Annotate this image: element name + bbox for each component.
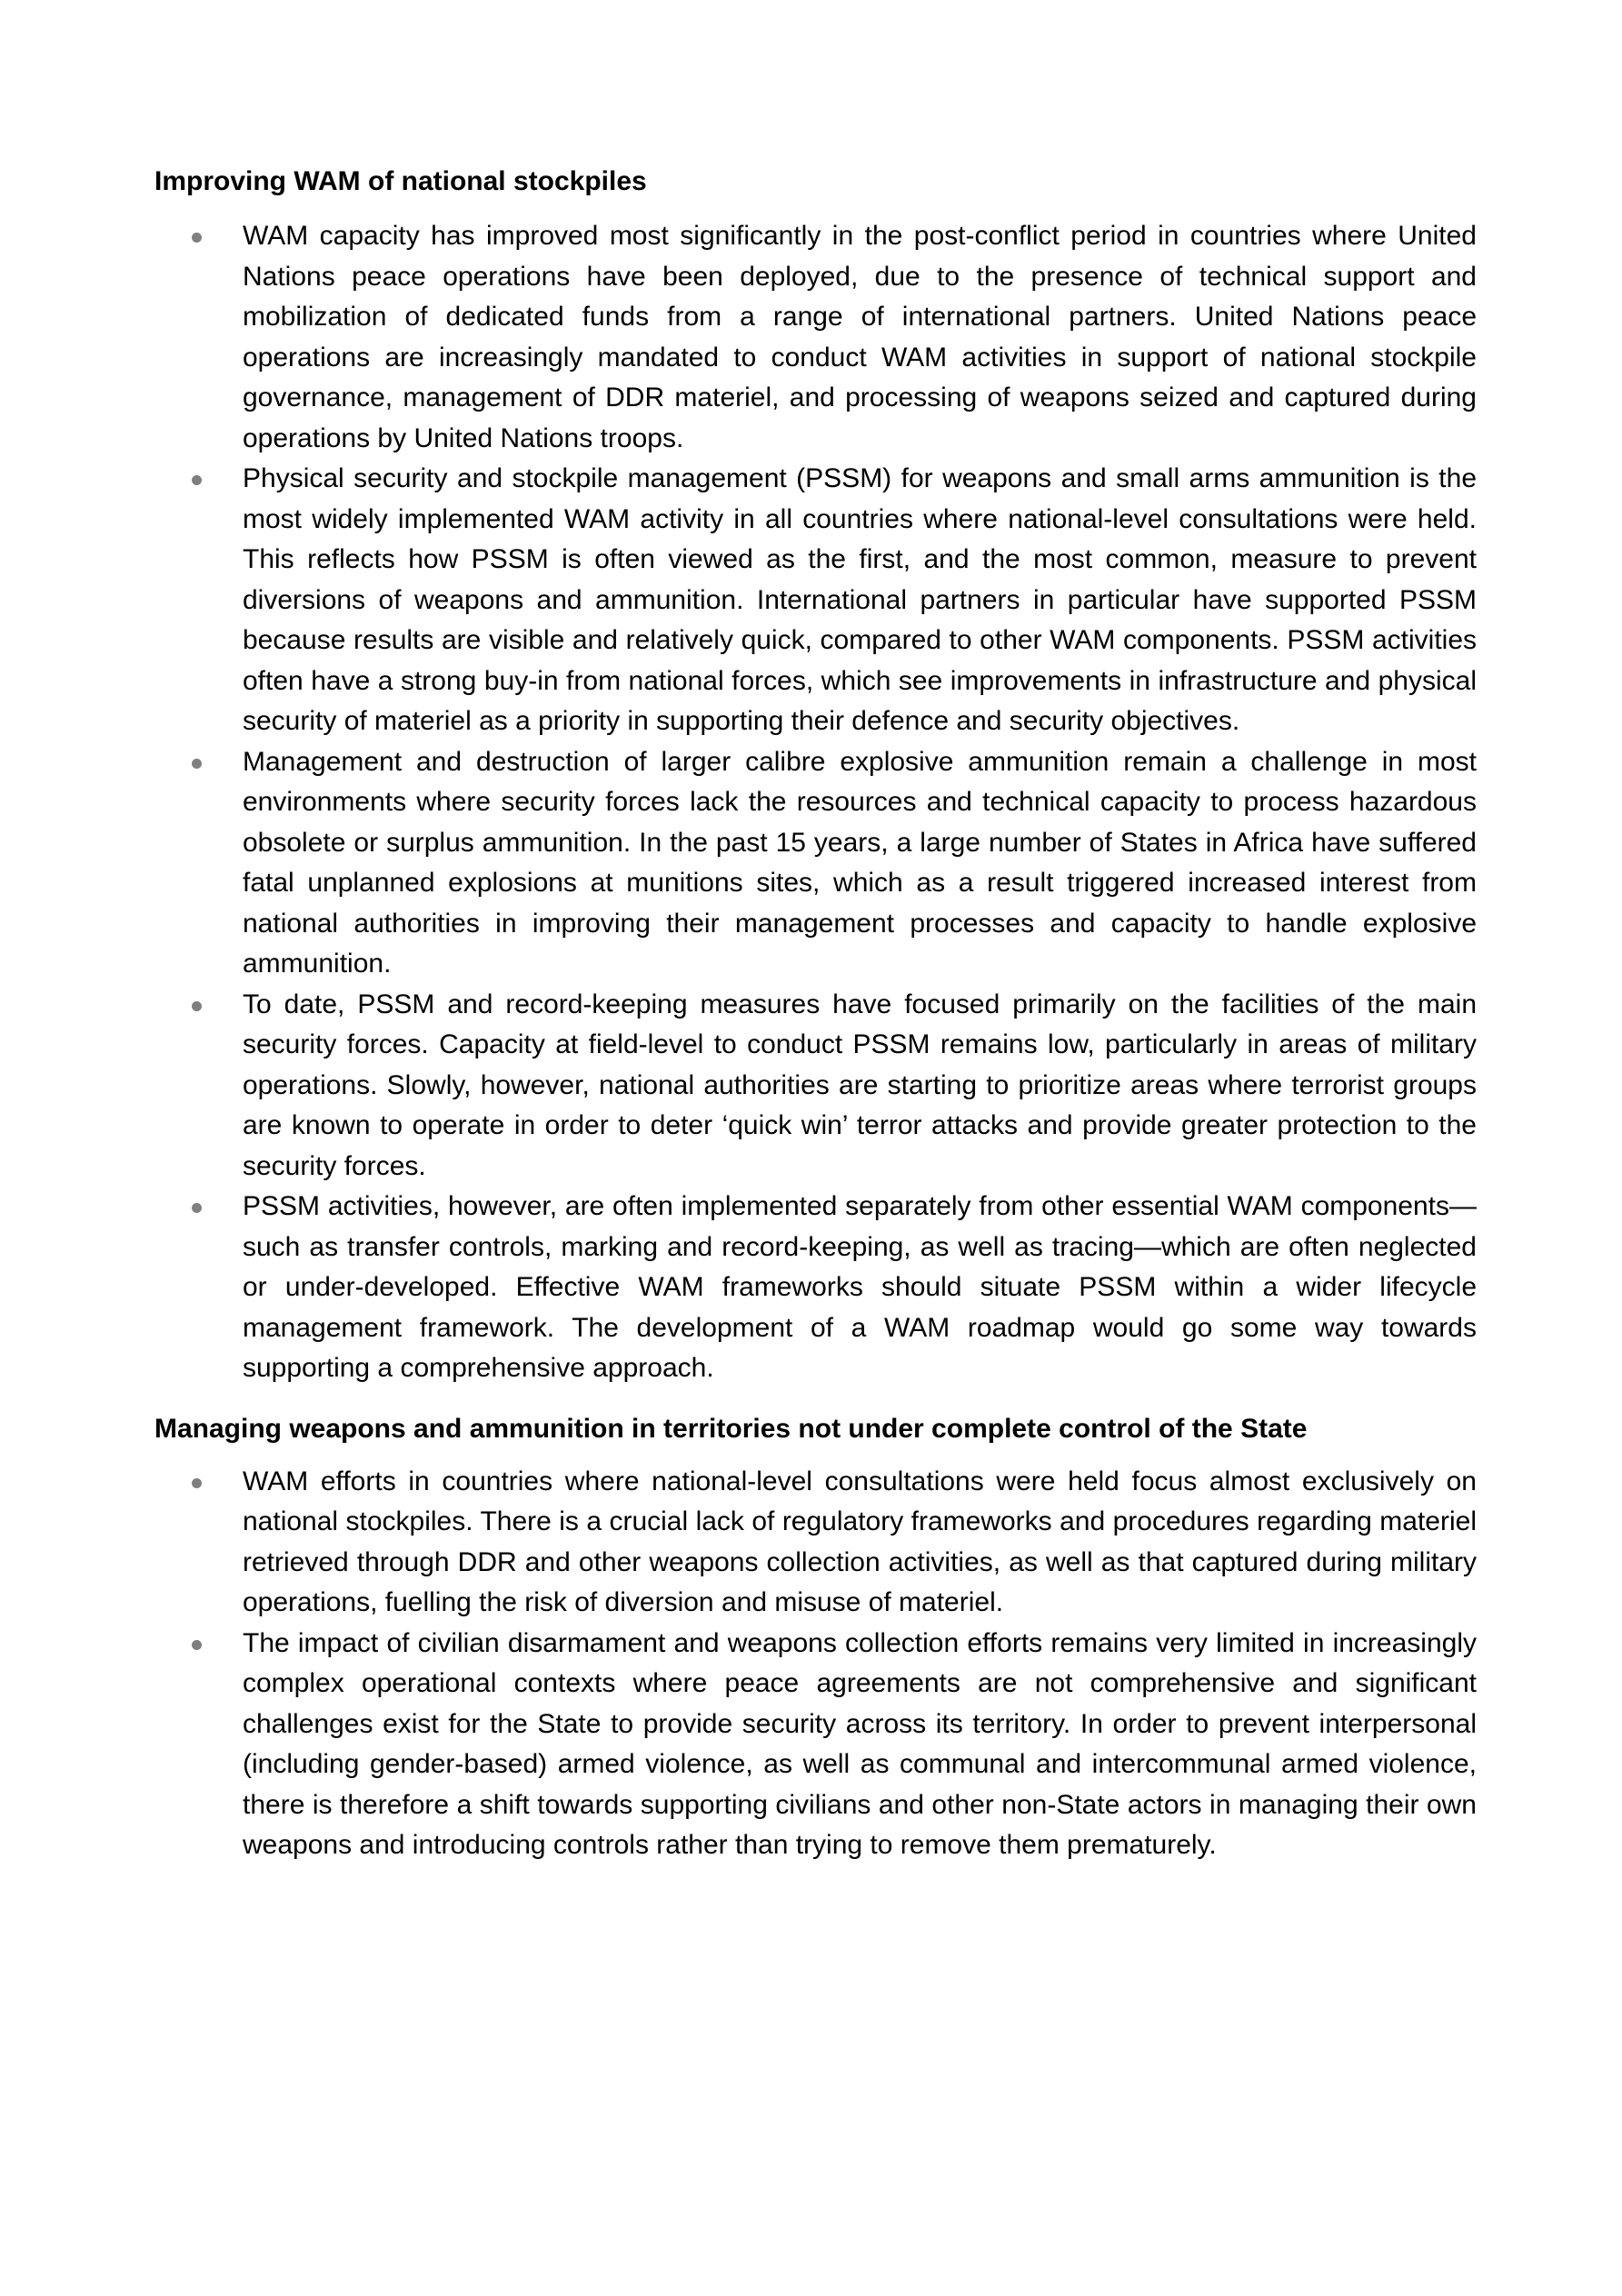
list-item-text: To date, PSSM and record-keeping measures have focused primarily on the facilities of the main security forces. Capacity at field-level to conduct PSSM remains low, particularly in areas of military operations. Slowly, however, national authorities are starting to prioritize areas where terrorist groups are known to operate in order to deter ‘quick win’ terror attacks and provide greater protection to the security forces. [243, 989, 1477, 1181]
bullet-icon [192, 233, 202, 243]
list-item-text: Physical security and stockpile management (PSSM) for weapons and small arms ammunition is the most widely implemented WAM activity in all countries where national-level consultations were held. This reflects how PSSM is often viewed as the first, and the most common, measure to prevent diversions of weapons and ammunition. International partners in particular have supported PSSM because results are visible and relatively quick, compared to other WAM components. PSSM activities often have a strong buy-in from national forces, which see improvements in infrastructure and physical security of materiel as a priority in supporting their defence and security objectives. [243, 463, 1477, 736]
list-item [154, 459, 1477, 742]
section-heading-territories: Managing weapons and ammunition in territories not under complete control of the State [154, 1413, 1308, 1444]
list-item-text: WAM efforts in countries where national-level consultations were held focus almost exclusively on national stockpiles. There is a crucial lack of regulatory frameworks and procedures regarding materiel retrieved through DDR and other weapons collection activities, as well as that captured during military operations, fuelling the risk of diversion and misuse of materiel. [243, 1466, 1477, 1617]
list-item-text: WAM capacity has improved most significantly in the post-conflict period in countries where United Nations peace operations have been deployed, due to the presence of technical support and mobilization of dedicated funds from a range of international partners. United Nations peace operations are increasingly mandated to conduct WAM activities in support of national stockpile governance, management of DDR materiel, and processing of weapons seized and captured during operations by United Nations troops. [243, 221, 1477, 453]
bullet-icon [192, 1203, 202, 1213]
list-item [154, 1187, 1477, 1389]
list-item-text: The impact of civilian disarmament and weapons collection efforts remains very limited in increasingly complex operational contexts where peace agreements are not comprehensive and significant challenges exist for the State to provide security across its territory. In order to prevent interpersonal (including gender-based) armed violence, as well as communal and intercommunal armed violence, there is therefore a shift towards supporting civilians and other non-State actors in managing their own weapons and introducing controls rather than trying to remove them prematurely. [243, 1627, 1477, 1860]
bullet-icon [192, 1001, 202, 1011]
list-item-text: Management and destruction of larger calibre explosive ammunition remain a challenge in most environments where security forces lack the resources and technical capacity to process hazardous obsolete or surplus ammunition. In the past 15 years, a large number of States in Africa have suffered fatal unplanned explosions at munitions sites, which as a result triggered increased interest from national authorities in improving their management processes and capacity to handle explosive ammunition. [243, 746, 1477, 979]
list-item [154, 1462, 1477, 1624]
bullet-list-territories [154, 1462, 1477, 1866]
bullet-icon [192, 475, 202, 485]
list-item [154, 1624, 1477, 1866]
list-item [154, 985, 1477, 1188]
list-item-text: PSSM activities, however, are often implemented separately from other essential WAM components—such as transfer controls, marking and record-keeping, as well as tracing—which are often neglected or under-developed. Effective WAM frameworks should situate PSSM within a wider lifecycle management framework. The development of a WAM roadmap would go some way towards supporting a comprehensive approach. [243, 1191, 1477, 1383]
document-page [154, 0, 1477, 1866]
bullet-icon [192, 1478, 202, 1488]
bullet-list-national-stockpiles [154, 216, 1477, 1389]
list-item [154, 216, 1477, 459]
bullet-icon [192, 1640, 202, 1650]
list-item [154, 742, 1477, 985]
bullet-icon [192, 759, 202, 769]
section-heading-national-stockpiles: Improving WAM of national stockpiles [154, 166, 647, 196]
